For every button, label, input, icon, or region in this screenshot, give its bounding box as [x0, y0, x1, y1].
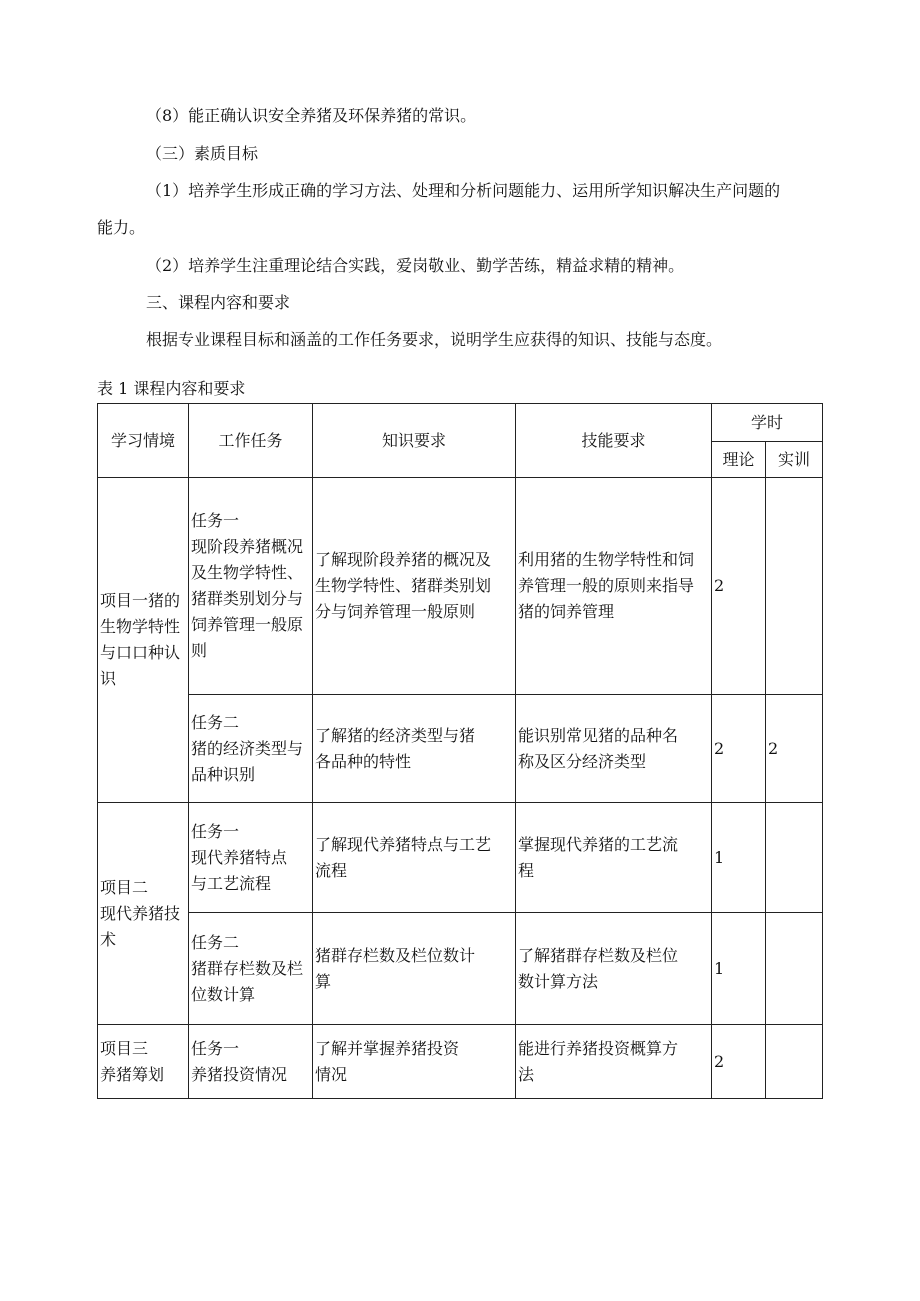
table-row [98, 478, 823, 695]
header-knowledge: 知识要求 [313, 404, 516, 478]
header-practice: 实训 [766, 442, 823, 478]
quality-goal-1-line2: 能力。 [97, 218, 146, 237]
knowledge-cell: 猪群存栏数及栏位数计 算 [313, 913, 516, 1025]
header-situation: 学习情境 [98, 404, 189, 478]
objective-item-8: （8）能正确认识安全养猪及环保养猪的常识。 [146, 106, 477, 125]
knowledge-cell: 了解现代养猪特点与工艺 流程 [313, 803, 516, 913]
table-row [98, 695, 823, 803]
chapter-intro: 根据专业课程目标和涵盖的工作任务要求，说明学生应获得的知识、技能与态度。 [146, 330, 723, 349]
theory-hours-cell: 2 [712, 1025, 766, 1099]
knowledge-cell: 了解并掌握养猪投资 情况 [313, 1025, 516, 1099]
header-skill: 技能要求 [516, 404, 712, 478]
practice-hours-cell [766, 803, 823, 913]
project-1-name: 项目一猪的 生物学特性 与口口种认 识 [98, 478, 189, 803]
task-cell: 任务一 现阶段养猪概况 及生物学特性、 猪群类别划分与 饲养管理一般原 则 [189, 478, 313, 695]
section-heading-quality-goals: （三）素质目标 [146, 144, 259, 163]
practice-hours-cell [766, 478, 823, 695]
quality-goal-2: （2）培养学生注重理论结合实践，爱岗敬业、勤学苦练，精益求精的精神。 [146, 256, 685, 275]
table-row [98, 803, 823, 913]
chapter-heading-course-content: 三、课程内容和要求 [146, 293, 291, 312]
table-row [98, 1025, 823, 1099]
course-content-table [97, 403, 823, 1099]
practice-hours-cell [766, 1025, 823, 1099]
theory-hours-cell: 1 [712, 913, 766, 1025]
theory-hours-cell: 2 [712, 478, 766, 695]
practice-hours-cell [766, 913, 823, 1025]
table-caption: 表 1 课程内容和要求 [97, 379, 246, 398]
skill-cell: 了解猪群存栏数及栏位 数计算方法 [516, 913, 712, 1025]
header-hours: 学时 [712, 404, 823, 442]
theory-hours-cell: 1 [712, 803, 766, 913]
task-cell: 任务一 现代养猪特点 与工艺流程 [189, 803, 313, 913]
knowledge-cell: 了解现阶段养猪的概况及 生物学特性、猪群类别划 分与饲养管理一般原则 [313, 478, 516, 695]
task-cell: 任务一 养猪投资情况 [189, 1025, 313, 1099]
task-cell: 任务二 猪群存栏数及栏 位数计算 [189, 913, 313, 1025]
practice-hours-cell: 2 [766, 695, 823, 803]
table-header-row [98, 404, 823, 442]
header-theory: 理论 [712, 442, 766, 478]
task-cell: 任务二 猪的经济类型与 品种识别 [189, 695, 313, 803]
skill-cell: 能进行养猪投资概算方 法 [516, 1025, 712, 1099]
project-2-name: 项目二 现代养猪技 术 [98, 803, 189, 1025]
quality-goal-1-line1: （1）培养学生形成正确的学习方法、处理和分析问题能力、运用所学知识解决生产问题的 [146, 181, 781, 200]
theory-hours-cell: 2 [712, 695, 766, 803]
skill-cell: 掌握现代养猪的工艺流 程 [516, 803, 712, 913]
header-task: 工作任务 [189, 404, 313, 478]
project-3-name: 项目三 养猪筹划 [98, 1025, 189, 1099]
skill-cell: 能识别常见猪的品种名 称及区分经济类型 [516, 695, 712, 803]
skill-cell: 利用猪的生物学特性和饲 养管理一般的原则来指导 猪的饲养管理 [516, 478, 712, 695]
table-row [98, 913, 823, 1025]
knowledge-cell: 了解猪的经济类型与猪 各品种的特性 [313, 695, 516, 803]
